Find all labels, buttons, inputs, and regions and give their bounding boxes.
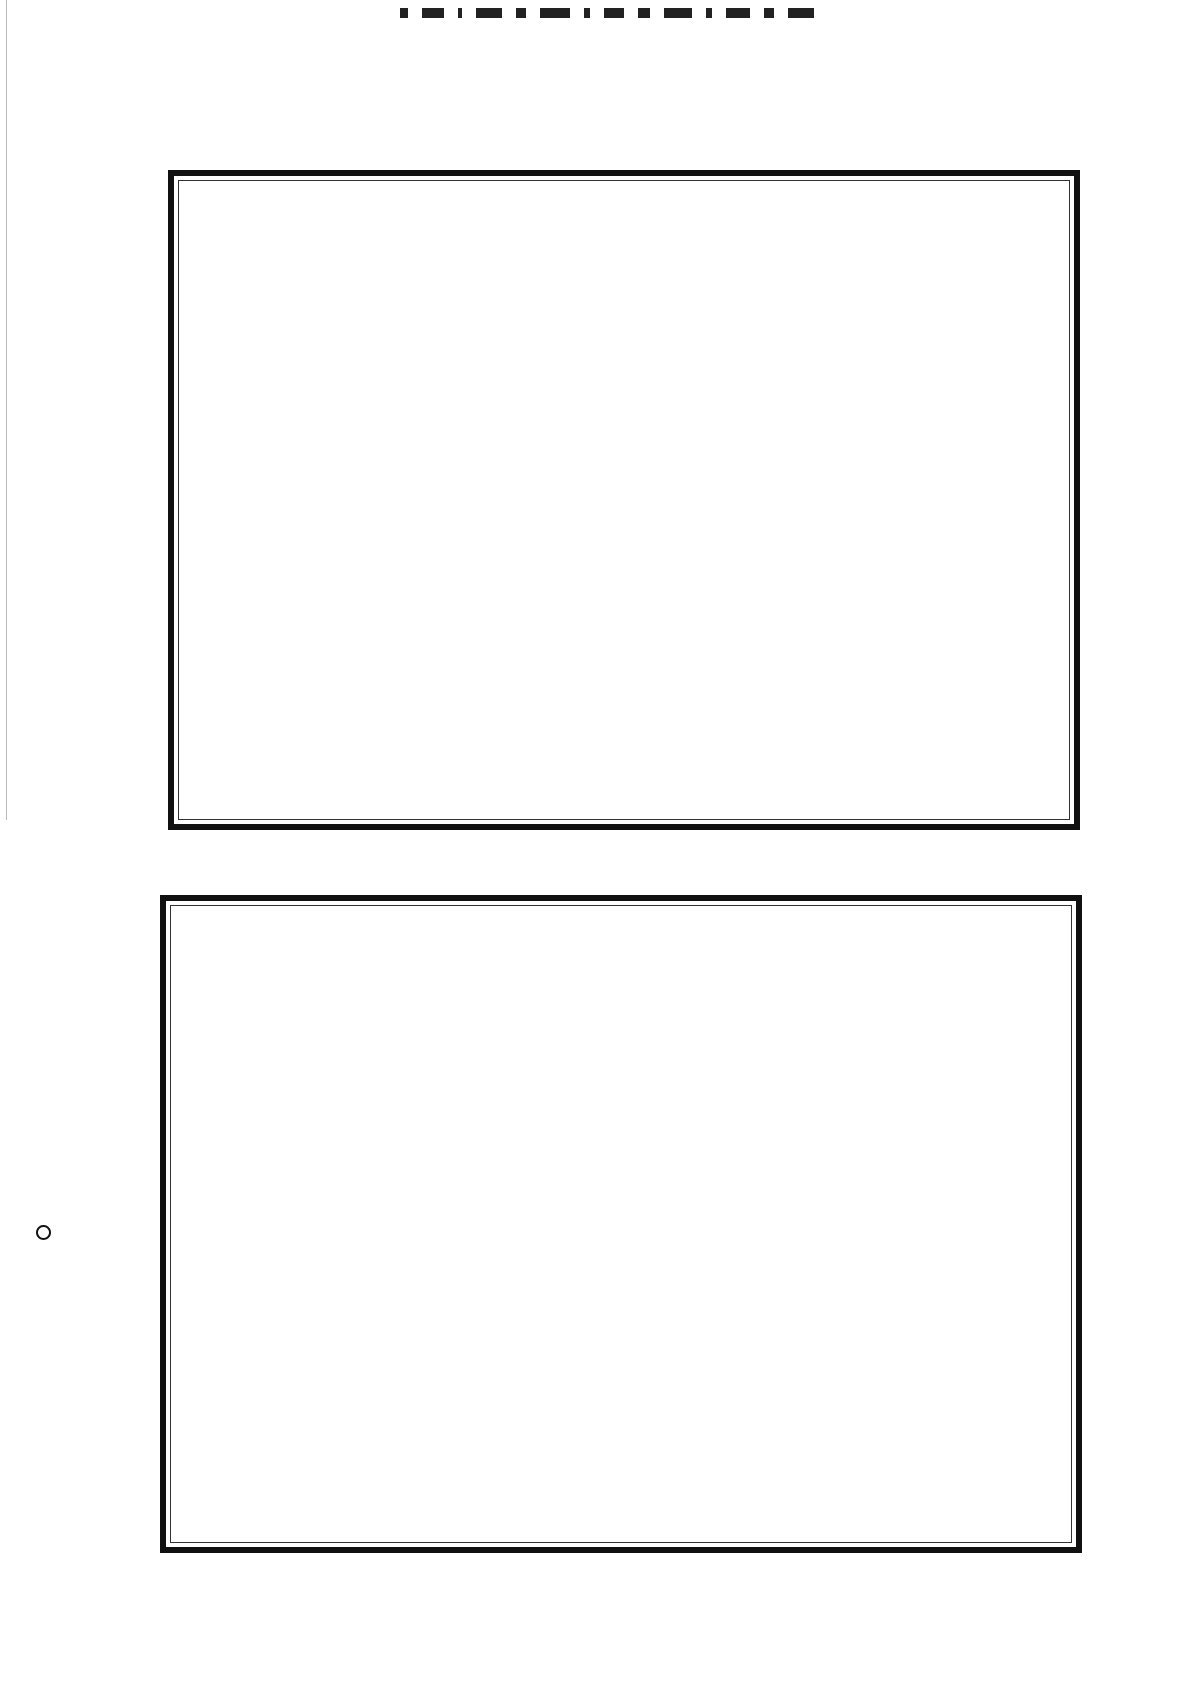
top-cut-text-fragment (400, 6, 930, 20)
entry-columns-top (179, 181, 1069, 819)
genealogy-page-top (168, 170, 1080, 830)
entry-columns-bottom (171, 906, 1071, 1542)
genealogy-page-bottom (160, 895, 1082, 1553)
scan-edge-line (6, 0, 7, 820)
scan-speck (36, 1225, 51, 1240)
